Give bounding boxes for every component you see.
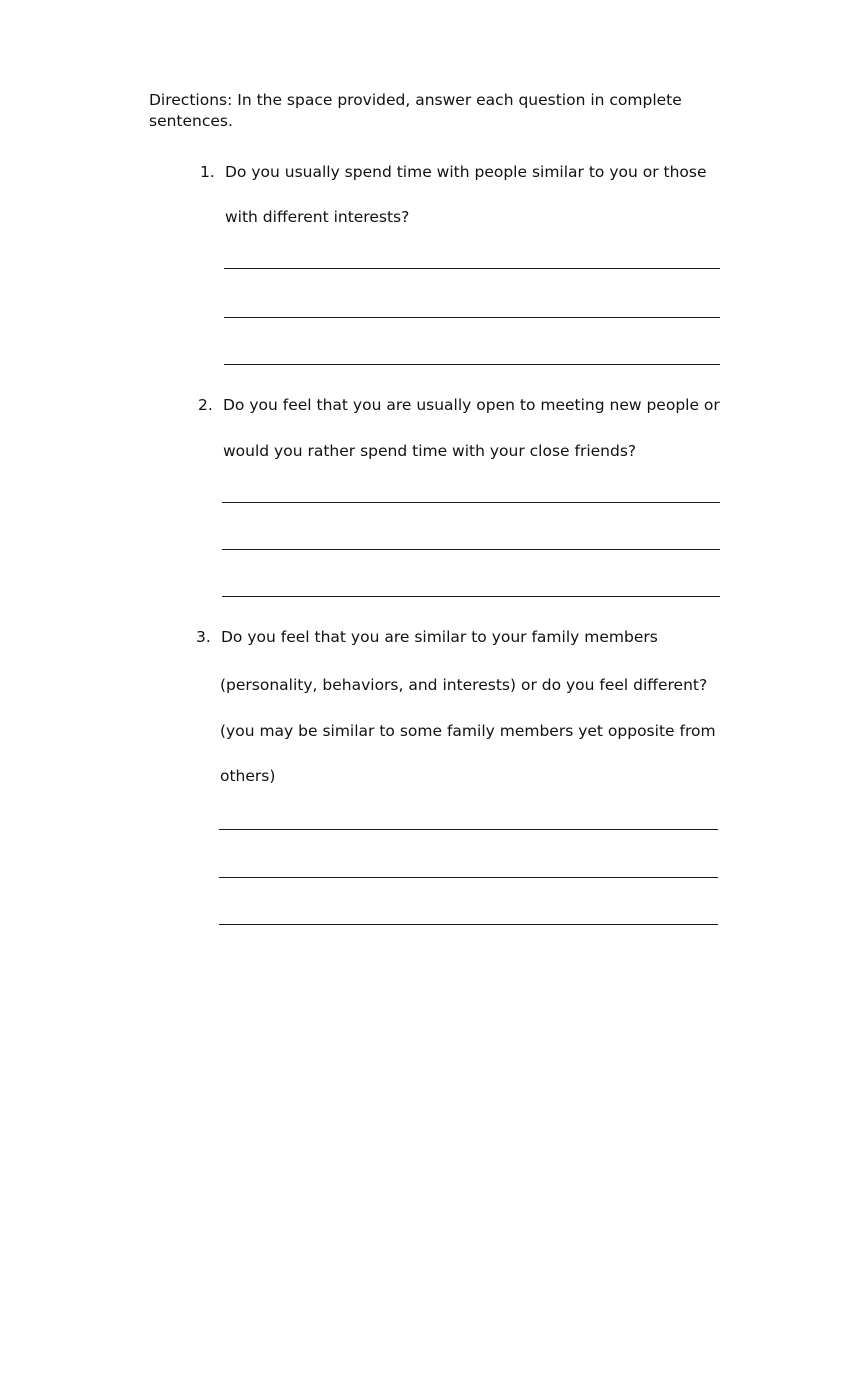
answer-line[interactable] (224, 317, 720, 318)
question-text-line: others) (220, 767, 276, 785)
question-text-line: with different interests? (225, 208, 410, 226)
answer-line[interactable] (222, 549, 720, 550)
question-text-line: Do you feel that you are usually open to meeting new people or (223, 396, 720, 414)
answer-line[interactable] (219, 829, 718, 830)
question-number: 1. (200, 163, 215, 181)
question-number: 3. (196, 628, 211, 646)
directions-text: Directions: In the space provided, answer each question in complete sentences. (149, 91, 682, 130)
answer-line[interactable] (222, 502, 720, 503)
question-number: 2. (198, 396, 213, 414)
question-text-line: (personality, behaviors, and interests) or do you feel different? (220, 676, 708, 694)
question-text-line: Do you feel that you are similar to your family members (221, 628, 658, 646)
answer-line[interactable] (224, 268, 720, 269)
question-text-line: Do you usually spend time with people similar to you or those (225, 163, 707, 181)
answer-line[interactable] (219, 877, 718, 878)
answer-line[interactable] (224, 364, 720, 365)
question-text-line: (you may be similar to some family members yet opposite from (220, 722, 716, 740)
question-text-line: would you rather spend time with your close friends? (223, 442, 637, 460)
answer-line[interactable] (222, 596, 720, 597)
answer-line[interactable] (219, 924, 718, 925)
